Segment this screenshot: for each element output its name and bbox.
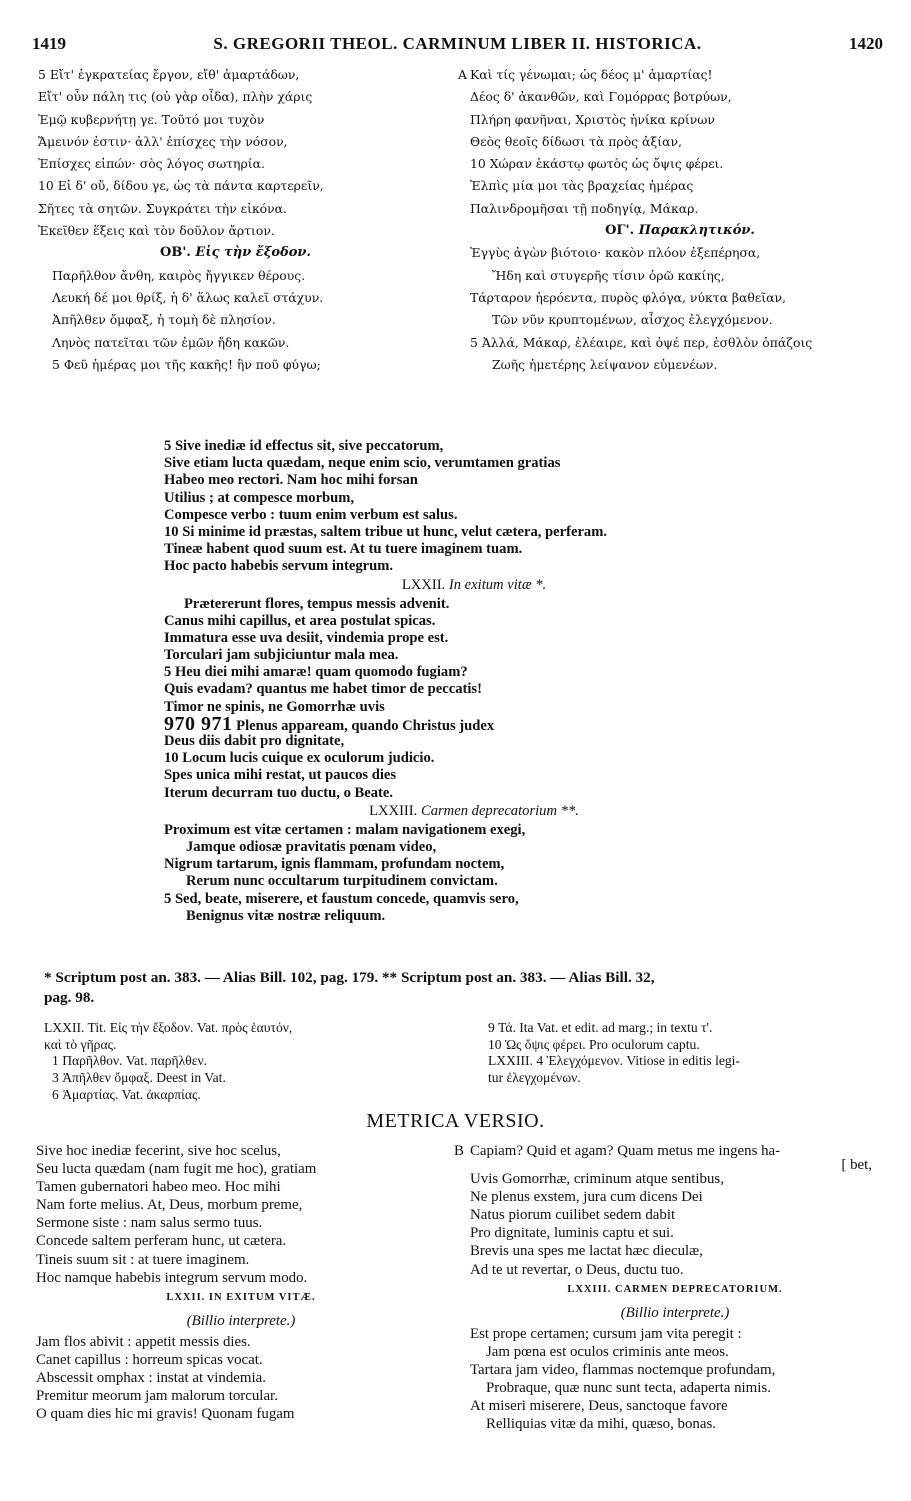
greek-line: 10 Εἰ δ' οὔ, δίδου γε, ὡς τὰ πάντα καρτερεῖν, xyxy=(38,178,324,194)
interpreter-note: (Billio interprete.) xyxy=(620,1304,730,1321)
greek-line: 5 Φεῦ ἡμέρας μοι τῆς κακῆς! ἣν ποῦ φύγω; xyxy=(52,356,321,372)
latin-line: Hoc pacto habebis servum integrum. xyxy=(164,558,394,575)
note-line: 3 Ἀπῆλθεν ὄμφαξ. Deest in Vat. xyxy=(52,1070,226,1086)
latin-line: 10 Locum lucis cuique ex oculorum judicio. xyxy=(164,750,435,767)
running-title: S. GREGORII THEOL. CARMINUM LIBER II. HISTORICA. xyxy=(213,34,702,53)
greek-line: Δέος δ' ἀκανθῶν, καὶ Γομόρρας βοτρύων, xyxy=(470,89,732,105)
greek-line: Ἐμῷ κυβερνήτῃ γε. Τοῦτό μοι τυχὸν xyxy=(38,111,265,127)
greek-line: Θεὸς θεοῖς δίδωσι τὰ πρὸς ἀξίαν, xyxy=(470,133,682,149)
latin-line: Nigrum tartarum, ignis flammam, profundam noctem, xyxy=(164,856,505,873)
heading-title: Carmen deprecatorium **. xyxy=(420,802,579,819)
verse-column-right xyxy=(454,1142,880,1433)
latin-line: Spes unica mihi restat, ut paucos dies xyxy=(164,767,397,784)
latin-line: Prætererunt flores, tempus messis advenit. xyxy=(184,595,450,612)
margin-marker-a: A xyxy=(458,67,467,82)
note-line: 6 Ἁμαρτίας. Vat. ἀκαρπίας. xyxy=(52,1086,201,1102)
verse-line: Pro dignitate, luminis captu et sui. xyxy=(470,1225,674,1242)
interpreter-note: (Billio interprete.) xyxy=(186,1312,296,1329)
greek-column-left xyxy=(38,64,433,376)
verse-line: Uvis Gomorrhæ, criminum atque sentibus, xyxy=(470,1171,724,1188)
latin-line: 5 Sive inediæ id effectus sit, sive peccatorum, xyxy=(164,438,444,454)
verse-line: Seu lucta quædam (nam fugit me hoc), gratiam xyxy=(36,1161,317,1178)
latin-line: Canus mihi capillus, et area postulat spicas. xyxy=(164,612,436,629)
verse-line: Ne plenus exstem, jura cum dicens Dei xyxy=(470,1189,703,1206)
verse-column-left xyxy=(36,1142,446,1423)
verse-line: Sive hoc inediæ fecerint, sive hoc scelus, xyxy=(36,1143,281,1159)
verse-line: Ad te ut revertar, o Deus, ductu tuo. xyxy=(470,1261,684,1278)
verse-line: Tineis suum sit : at tuere imaginem. xyxy=(36,1251,250,1268)
latin-line: 10 Si minime id præstas, saltem tribue ut hunc, velut cætera, perferam. xyxy=(164,523,608,540)
note-line: LXXII. Tit. Εἰς τὴν ἔξοδον. Vat. πρὸς ἑαυτόν, xyxy=(44,1020,293,1035)
greek-line: Ἐπίσχες εἰπών· σὸς λόγος σωτηρία. xyxy=(38,156,265,172)
verse-line: Probraque, quæ nunc sunt tecta, adaperta nimis. xyxy=(486,1379,771,1396)
note-line: 1 Παρῆλθον. Vat. παρῆλθεν. xyxy=(52,1053,208,1069)
heading-number: ΟΒ'. xyxy=(160,245,191,261)
verse-line: Nam forte melius. At, Deus, morbum preme, xyxy=(36,1197,303,1214)
heading-number: LXXIII. xyxy=(369,802,418,819)
column-marker: 970 971 xyxy=(164,712,233,735)
verse-line: Premitur meorum jam malorum torcular. xyxy=(36,1388,278,1405)
footnotes xyxy=(44,968,884,1008)
verse-line: Relliquias vitæ da mihi, quæso, bonas. xyxy=(486,1416,716,1433)
latin-line: Jamque odiosæ pravitatis pœnam video, xyxy=(186,838,437,855)
latin-translation xyxy=(164,438,784,925)
latin-line: Proximum est vitæ certamen : malam navigationem exegi, xyxy=(164,821,526,838)
verse-line: Hoc namque habebis integrum servum modo. xyxy=(36,1269,308,1286)
greek-line: Τῶν νῦν κρυπτομένων, αἶσχος ἐλεγχόμενον. xyxy=(492,312,773,328)
heading-title: Παρακλητικόν. xyxy=(638,223,755,239)
note-line: LXXIII. 4 Ἐλεγχόμενον. Vitiose in editis legi- xyxy=(488,1053,740,1069)
heading-number: ΟΓ'. xyxy=(605,223,635,239)
latin-line: Habeo meo rectori. Nam hoc mihi forsan xyxy=(164,472,418,489)
note-line: 10 Ὡς ὄψις φέρει. Pro oculorum captu. xyxy=(488,1036,700,1052)
verse-line: Capiam? Quid et agam? Quam metus me ingens ha- xyxy=(470,1143,781,1159)
latin-line-with-column-marker xyxy=(164,712,784,735)
verse-line: Abscessit omphax : instat at vindemia. xyxy=(36,1369,266,1386)
latin-line: Rerum nunc occultarum turpitudinem convictam. xyxy=(186,873,498,890)
greek-line: 5 Ἀλλά, Μάκαρ, ἐλέαιρε, καὶ ὀψέ περ, ἐσθλὸν ὀπάζοις xyxy=(470,334,813,350)
verse-line: Tamen gubernatori habeo meo. Hoc mihi xyxy=(36,1179,281,1196)
poem-heading-lxxiii-latin xyxy=(164,802,784,822)
verse-line: Canet capillus : horreum spicas vocat. xyxy=(36,1351,263,1368)
latin-line: Timor ne spinis, ne Gomorrhæ uvis xyxy=(164,698,385,715)
greek-line: Ἐκεῖθεν ἕξεις καὶ τὸν δοῦλον ἄρτιον. xyxy=(38,223,275,239)
latin-line: Tineæ habent quod suum est. At tu tuere imaginem tuam. xyxy=(164,541,523,558)
verse-line: At miseri miserere, Deus, sanctoque favore xyxy=(470,1398,728,1415)
verse-line: Brevis una spes me lactat hæc dieculæ, xyxy=(470,1243,703,1260)
latin-line: Plenus appaream, quando Christus judex xyxy=(236,717,495,734)
verse-line: Jam pœna est oculos criminis ante meos. xyxy=(486,1343,729,1360)
greek-line: Ἀπῆλθεν ὄμφαξ, ἡ τομὴ δὲ πλησίον. xyxy=(52,312,276,328)
heading-title: Εἰς τὴν ἔξοδον. xyxy=(195,245,311,261)
page-number-right: 1420 xyxy=(849,34,883,53)
greek-line: Παλινδρομῆσαι τῇ ποδηγίᾳ, Μάκαρ. xyxy=(470,200,699,216)
greek-line: Τάρταρον ἠερόεντα, πυρὸς φλόγα, νύκτα βαθεῖαν, xyxy=(470,289,787,305)
note-line: καὶ τὸ γῆρας. xyxy=(44,1036,117,1052)
greek-line: Καὶ τίς γένωμαι; ὡς δέος μ' ἁμαρτίας! xyxy=(470,67,713,82)
verse-line: Sermone siste : nam salus sermo tuus. xyxy=(36,1215,263,1232)
footnote-line: pag. 98. xyxy=(44,989,95,1006)
critical-notes-left xyxy=(44,1020,454,1104)
verse-line: Jam flos abivit : appetit messis dies. xyxy=(36,1333,251,1350)
latin-line: Immatura esse uva desiit, vindemia prope est. xyxy=(164,629,449,646)
latin-line: Compesce verbo : tuum enim verbum est salus. xyxy=(164,506,458,523)
poem-heading-lxxiii-greek xyxy=(470,220,890,242)
latin-line: 5 Heu diei mihi amaræ! quam quomodo fugiam? xyxy=(164,664,468,681)
verse-subheading: LXXIII. CARMEN DEPRECATORIUM. xyxy=(567,1283,783,1295)
greek-line: Ἐλπὶς μία μοι τὰς βραχείας ἡμέρας xyxy=(470,178,694,194)
greek-line: Παρῆλθον ἄνθη, καιρὸς ἤγγικεν θέρους. xyxy=(52,267,306,283)
latin-line: Benignus vitæ nostræ reliquum. xyxy=(186,907,386,924)
greek-line: Ἐγγὺς ἀγὼν βιότοιο· κακὸν πλόον ἐξεπέρησα, xyxy=(470,245,761,261)
note-line: tur ἐλεγχομένων. xyxy=(488,1070,581,1086)
poem-heading-lxxii-latin xyxy=(164,576,784,596)
greek-line: Ζωῆς ἡμετέρης λείψανον εὐμενέων. xyxy=(492,356,718,372)
greek-line: Λευκή δέ μοι θρίξ, ἡ δ' ἅλως καλεῖ στάχυν. xyxy=(52,289,324,305)
latin-line: Torculari jam subjiciuntur mala mea. xyxy=(164,647,399,664)
latin-line: Iterum decurram tuo ductu, o Beate. xyxy=(164,784,394,801)
margin-marker-b: B xyxy=(454,1143,464,1159)
verse-line: Concede saltem perferam hunc, ut cætera. xyxy=(36,1233,287,1250)
note-line: 9 Τά. Ita Vat. et edit. ad marg.; in textu τ'. xyxy=(488,1020,713,1035)
line-continuation: [ bet, xyxy=(841,1157,872,1174)
latin-line: Deus diis dabit pro dignitate, xyxy=(164,733,345,749)
latin-line: Sive etiam lucta quædam, neque enim scio, verumtamen gratias xyxy=(164,455,561,472)
latin-line: Quis evadam? quantus me habet timor de peccatis! xyxy=(164,681,482,698)
footnote-line: * Scriptum post an. 383. — Alias Bill. 102, pag. 179. ** Scriptum post an. 383. — Alias Bill. 32, xyxy=(44,969,655,986)
section-title: METRICA VERSIO. xyxy=(366,1110,545,1132)
page-header xyxy=(32,34,883,58)
greek-line: Ἄμεινόν ἐστιν· ἀλλ' ἐπίσχες τὴν νόσον, xyxy=(38,133,288,149)
greek-line: 5 Εἴτ' ἐγκρατείας ἔργον, εἴθ' ἁμαρτάδων, xyxy=(38,67,300,82)
page-number-left: 1419 xyxy=(32,34,66,53)
verse-line: Tartara jam video, flammas noctemque profundam, xyxy=(470,1361,776,1378)
greek-line: Ἤδη καὶ στυγερῆς τίσιν ὁρῶ κακίης, xyxy=(492,267,725,283)
critical-notes-right xyxy=(488,1020,888,1087)
greek-line: 10 Χώραν ἑκάστῳ φωτὸς ὡς ὄψις φέρει. xyxy=(470,156,724,172)
greek-column-right xyxy=(458,64,890,376)
verse-line: Est prope certamen; cursum jam vita peregit : xyxy=(470,1325,742,1342)
greek-line: Πλήρη φανῆναι, Χριστὸς ἡνίκα κρίνων xyxy=(470,111,715,127)
verse-line: Natus piorum cuilibet sedem dabit xyxy=(470,1207,676,1224)
latin-line: 5 Sed, beate, miserere, et faustum concede, quamvis sero, xyxy=(164,890,519,907)
greek-line: Εἴτ' οὖν πάλη τις (οὐ γὰρ οἶδα), πλὴν χάρις xyxy=(38,89,313,105)
heading-number: LXXII. xyxy=(401,576,446,593)
greek-line: Ληνὸς πατεῖται τῶν ἐμῶν ἤδη κακῶν. xyxy=(52,334,290,350)
greek-line: Σῆτες τὰ σητῶν. Συγκράτει τὴν εἰκόνα. xyxy=(38,200,287,216)
heading-title: In exitum vitæ *. xyxy=(448,576,547,593)
verse-line: O quam dies hic mi gravis! Quonam fugam xyxy=(36,1406,295,1423)
poem-heading-lxxii-greek xyxy=(38,242,433,264)
latin-line: Utilius ; at compesce morbum, xyxy=(164,489,355,506)
verse-subheading: LXXII. IN EXITUM VITÆ. xyxy=(166,1291,316,1303)
